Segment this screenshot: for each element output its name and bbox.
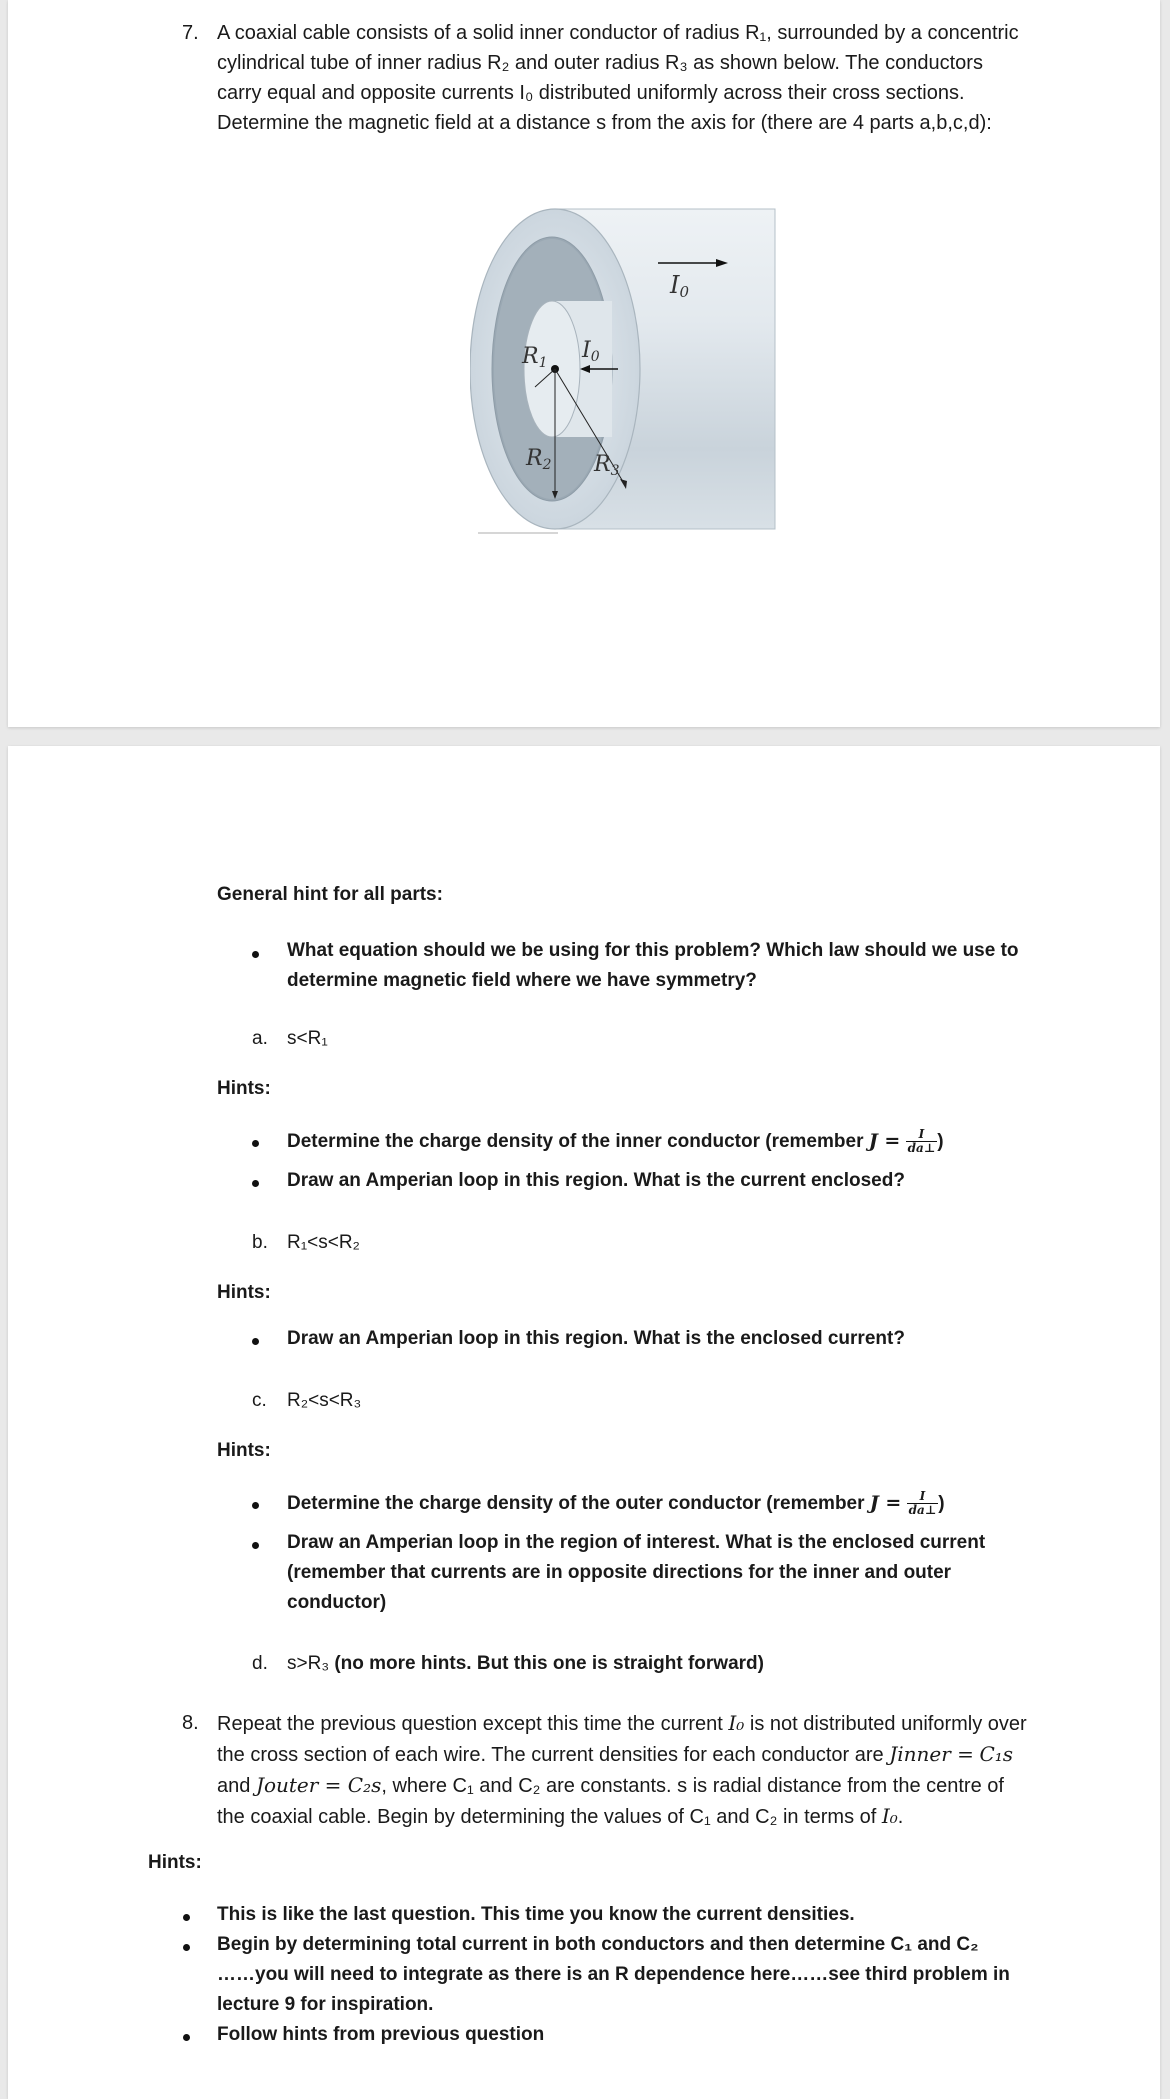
part-d-letter: d. bbox=[252, 1653, 268, 1674]
part-c-hint-1: Determine the charge density of the outer conductor (remember J = $\frac{I}{da\perp}$ ) bbox=[287, 1489, 945, 1518]
label-r3: R3 bbox=[594, 452, 620, 479]
bullet bbox=[252, 1542, 259, 1549]
page-2 bbox=[8, 746, 1160, 2099]
part-a-hint-1: Determine the charge density of the inner conductor (remember J = $\frac{I}{da\perp}$ ) bbox=[287, 1127, 944, 1156]
part-a-letter: a. bbox=[252, 1028, 268, 1049]
figure-caption-mark bbox=[478, 532, 558, 534]
part-b-letter: b. bbox=[252, 1232, 268, 1253]
bullet bbox=[252, 1140, 259, 1147]
label-i0-inner: I0 bbox=[582, 338, 600, 365]
page-1 bbox=[8, 0, 1160, 727]
question-7-number: 7. bbox=[182, 22, 199, 44]
part-c-condition: R₂<s<R₃ bbox=[287, 1390, 362, 1411]
label-r1: R1 bbox=[522, 344, 548, 371]
part-d-line: s>R₃ (no more hints. But this one is straight forward) bbox=[287, 1653, 764, 1674]
bullet bbox=[252, 1180, 259, 1187]
question-8-hint-3: Follow hints from previous question bbox=[217, 2024, 545, 2045]
bullet bbox=[183, 2034, 190, 2041]
part-c-letter: c. bbox=[252, 1390, 267, 1411]
question-8-hints-label: Hints: bbox=[148, 1852, 202, 1873]
part-a-hints-label: Hints: bbox=[217, 1078, 271, 1099]
bullet bbox=[252, 951, 259, 958]
coaxial-cable-figure bbox=[470, 205, 780, 535]
part-a-condition: s<R₁ bbox=[287, 1028, 328, 1049]
general-hint-title: General hint for all parts: bbox=[217, 884, 443, 905]
part-b-condition: R₁<s<R₂ bbox=[287, 1232, 360, 1253]
question-8-text: Repeat the previous question except this time the current I₀ is not distributed uniformly over the cross section of each wire. The current densities for each conductor are Jinner = C₁s and Jouter = C₂s, where C₁ and C₂ are constants. s is radial distance from the centre of the coaxial cable. Begin by determining the values of C₁ and C₂ in terms of I₀. bbox=[217, 1711, 1027, 1828]
part-c-hints-label: Hints: bbox=[217, 1440, 271, 1461]
question-8-number: 8. bbox=[182, 1712, 199, 1734]
bullet bbox=[252, 1502, 259, 1509]
bullet bbox=[183, 1944, 190, 1951]
part-c-hint-2: Draw an Amperian loop in the region of interest. What is the enclosed current (remember that currents are in opposite directions for the inner and outer conductor) bbox=[287, 1532, 986, 1613]
bullet bbox=[252, 1338, 259, 1345]
label-r2: R2 bbox=[526, 446, 552, 473]
bullet bbox=[183, 1914, 190, 1921]
question-8-hint-1: This is like the last question. This time you know the current densities. bbox=[217, 1904, 855, 1925]
part-b-hint-1: Draw an Amperian loop in this region. What is the enclosed current? bbox=[287, 1328, 905, 1349]
part-b-hints-label: Hints: bbox=[217, 1282, 271, 1303]
label-i0-outer: I0 bbox=[670, 271, 690, 301]
part-a-hint-2: Draw an Amperian loop in this region. What is the current enclosed? bbox=[287, 1170, 905, 1191]
question-7-text: A coaxial cable consists of a solid inner conductor of radius R₁, surrounded by a concentric cylindrical tube of inner radius R₂ and outer radius R₃ as shown below. The conductors carry equal and opposite currents I₀ distributed uniformly across their cross sections. Determine the magnetic field at a distance s from the axis for (there are 4 parts a,b,c,d): bbox=[217, 22, 1019, 134]
general-hint-text: What equation should we be using for this problem? Which law should we use to determine magnetic field where we have symmetry? bbox=[287, 940, 1019, 991]
question-8-hint-2: Begin by determining total current in both conductors and then determine C₁ and C₂ ……you will need to integrate as there is an R dependence here……see third problem in lecture 9 for inspiration. bbox=[217, 1934, 1010, 2015]
